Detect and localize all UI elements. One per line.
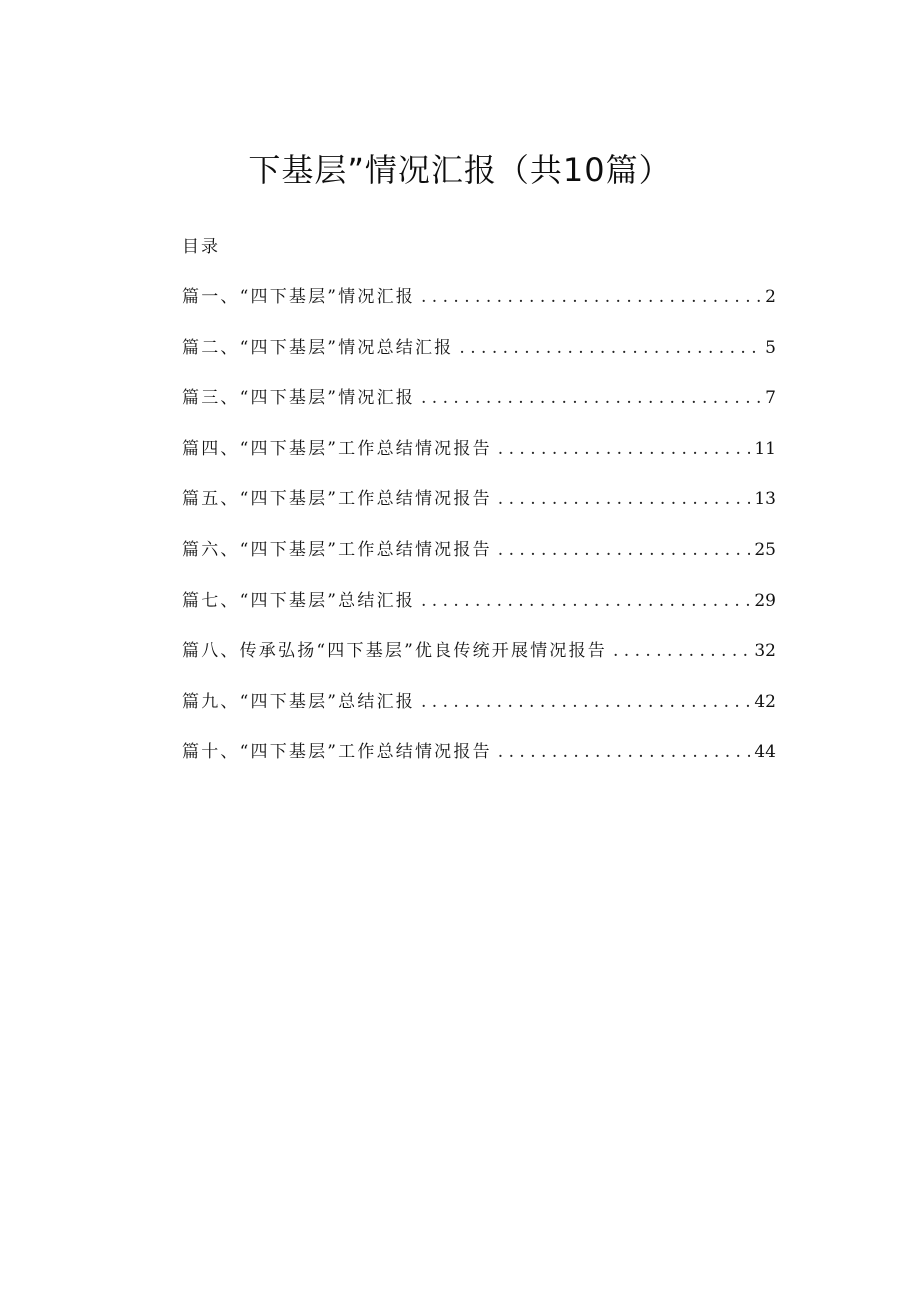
toc-dot-leader (498, 486, 751, 512)
toc-entry-page: 13 (754, 489, 776, 510)
toc-dot-leader (498, 537, 751, 563)
toc-entry-4[interactable] (182, 436, 776, 487)
document-title: 下基层”情况汇报（共10篇） (248, 151, 672, 189)
toc-entry-label: 篇四、“四下基层”工作总结情况报告 (182, 438, 492, 459)
toc-entry-1[interactable] (182, 284, 776, 335)
toc-entry-label: 篇六、“四下基层”工作总结情况报告 (182, 539, 492, 560)
toc-dot-leader (459, 335, 761, 361)
toc-entry-6[interactable] (182, 537, 776, 588)
toc-entry-page: 32 (754, 641, 776, 662)
toc-dot-leader (498, 436, 751, 462)
toc-entry-page: 25 (754, 539, 776, 560)
toc-dot-leader (498, 739, 751, 765)
toc-entry-7[interactable] (182, 588, 776, 639)
toc-entry-label: 篇八、传承弘扬“四下基层”优良传统开展情况报告 (182, 641, 607, 662)
toc-entry-page: 7 (765, 388, 776, 409)
toc-entry-page: 42 (754, 691, 776, 712)
toc-entry-page: 44 (754, 742, 776, 763)
toc-entry-label: 篇十、“四下基层”工作总结情况报告 (182, 742, 492, 763)
toc-entry-label: 篇三、“四下基层”情况汇报 (182, 388, 415, 409)
table-of-contents (182, 284, 776, 790)
toc-entry-label: 篇五、“四下基层”工作总结情况报告 (182, 489, 492, 510)
toc-entry-9[interactable] (182, 689, 776, 740)
toc-entry-page: 29 (754, 590, 776, 611)
toc-entry-10[interactable] (182, 739, 776, 790)
toc-heading: 目录 (182, 237, 220, 257)
toc-dot-leader (613, 638, 750, 664)
toc-entry-label: 篇二、“四下基层”情况总结汇报 (182, 337, 454, 358)
toc-entry-3[interactable] (182, 385, 776, 436)
toc-entry-page: 2 (765, 287, 776, 307)
toc-entry-8[interactable] (182, 638, 776, 689)
toc-dot-leader (421, 284, 761, 310)
toc-entry-page: 11 (754, 438, 776, 459)
toc-entry-2[interactable] (182, 335, 776, 386)
toc-entry-label: 篇九、“四下基层”总结汇报 (182, 691, 415, 712)
toc-entry-label: 篇一、“四下基层”情况汇报 (182, 287, 415, 307)
toc-dot-leader (421, 385, 761, 411)
toc-dot-leader (421, 689, 750, 715)
toc-dot-leader (421, 588, 750, 614)
toc-entry-label: 篇七、“四下基层”总结汇报 (182, 590, 415, 611)
toc-entry-5[interactable] (182, 486, 776, 537)
toc-entry-page: 5 (765, 337, 776, 358)
